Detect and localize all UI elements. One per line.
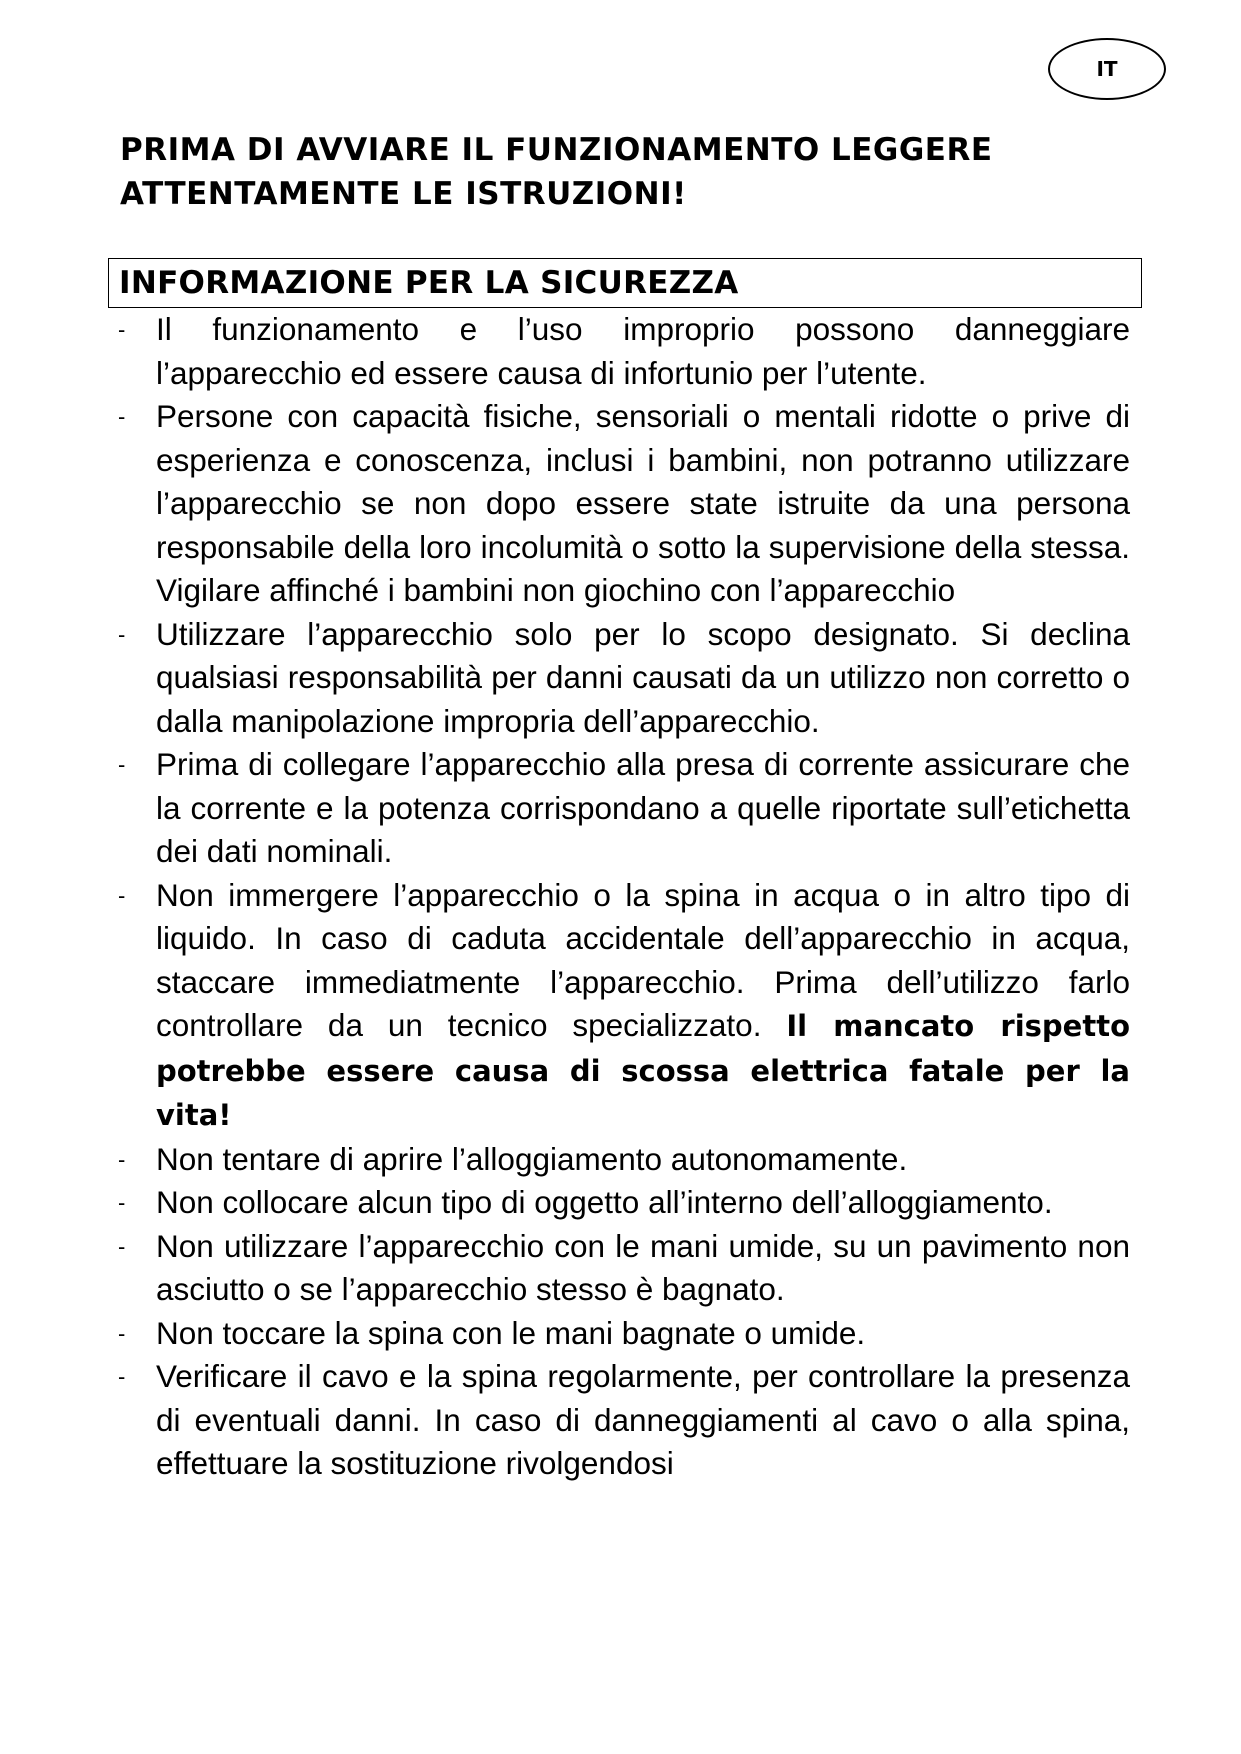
list-item [118,743,1130,874]
list-item [118,1181,1130,1225]
bullet-dash: - [118,317,126,342]
bullet-dash: - [118,1320,126,1346]
list-item [118,308,1130,395]
list-item [118,395,1130,613]
bullet-dash: - [118,1146,126,1172]
item-text: Prima di collegare l’apparecchio alla presa di corrente assicurare che la corrente e la potenza corrispondano a quelle riportate sull’etichetta dei dati nominali. [156,746,1130,869]
bullet-dash: - [118,621,126,647]
item-text: Utilizzare l’apparecchio solo per lo scopo designato. Si declina qualsiasi responsabilità per danni causati da un utilizzo non corretto o dalla manipolazione impropria dell’apparecchio. [156,615,1130,739]
bullet-dash: - [118,404,126,429]
safety-list [118,308,1130,1486]
list-item [118,1138,1130,1182]
item-text: Non utilizzare l’apparecchio con le mani umide, su un pavimento non asciutto o se l’apparecchio stesso è bagnato. [156,1227,1130,1307]
bullet-dash: - [118,1364,126,1389]
bullet-dash: - [118,1233,126,1259]
section-title: INFORMAZIONE PER LA SICUREZZA [108,258,1142,308]
bullet-dash: - [118,752,126,777]
list-item [118,613,1130,744]
language-badge: IT [1048,38,1166,100]
item-text: Non immergere l’apparecchio o la spina in acqua o in altro tipo di liquido. In caso di caduta accidentale dell’apparecchio in acqua, staccare immediatmente l’apparecchio. Prima dell’utilizzo farlo controllare da un tecnico specializzato. [156,876,1130,1043]
item-text: Il funzionamento e l’uso improprio possono danneggiare l’apparecchio ed essere causa di infortunio per l’utente. [156,311,1130,391]
list-item [118,1355,1130,1486]
list-item [118,874,1130,1138]
bullet-dash: - [118,882,126,908]
item-text: Verificare il cavo e la spina regolarmente, per controllare la presenza di eventuali danni. In caso di danneggiamenti al cavo o alla spina, effettuare la sostituzione rivolgendosi [156,1358,1130,1481]
item-warning-emphasis: Il mancato rispetto potrebbe essere causa di scossa elettrica fatale per la vita! [156,1009,1130,1132]
item-text: Non collocare alcun tipo di oggetto all’interno dell’alloggiamento. [156,1184,1053,1220]
item-text: Non tentare di aprire l’alloggiamento autonomamente. [156,1140,908,1177]
bullet-dash: - [118,1190,126,1215]
item-text: Persone con capacità fisiche, sensoriali o mentali ridotte o prive di esperienza e conoscenza, inclusi i bambini, non potranno utilizzare l’apparecchio se non dopo essere state istruite da una persona responsabile della loro incolumità o sotto la supervisione della stessa. Vigilare affinché i bambini non giochino con l’apparecchio [156,398,1130,608]
list-item [118,1225,1130,1312]
page-title: PRIMA DI AVVIARE IL FUNZIONAMENTO LEGGERE ATTENTAMENTE LE ISTRUZIONI! [120,132,993,212]
item-text: Non toccare la spina con le mani bagnate o umide. [156,1314,866,1351]
list-item [118,1312,1130,1356]
